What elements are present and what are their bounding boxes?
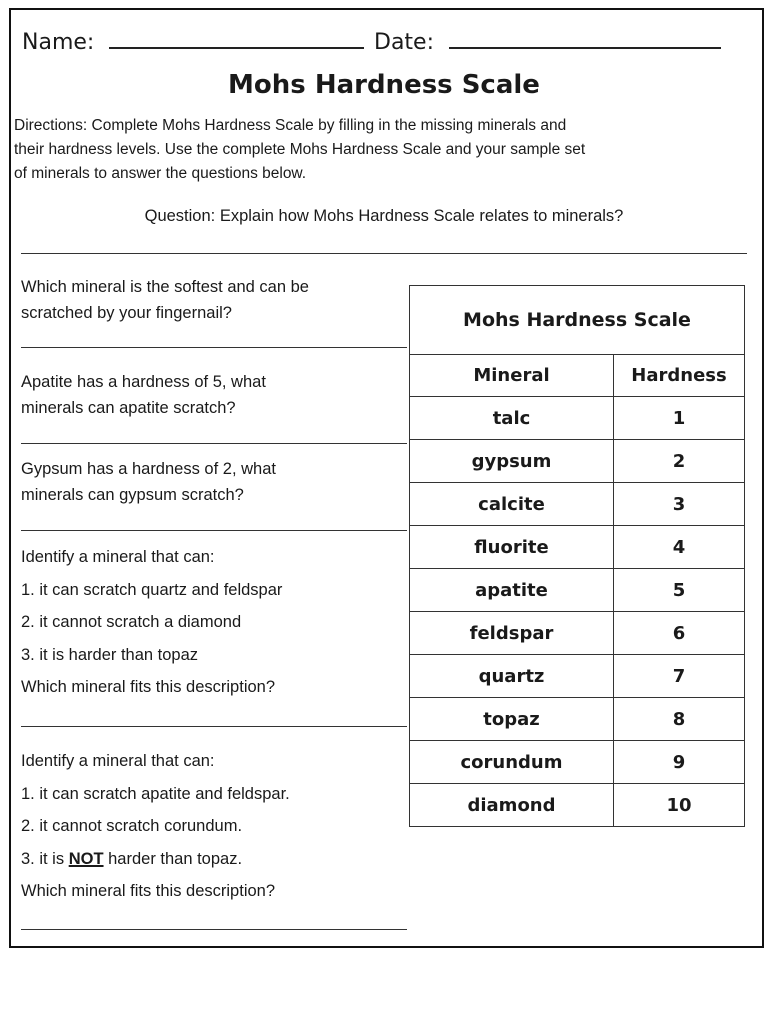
question-text: Apatite has a hardness of 5, what xyxy=(21,373,266,391)
question-text: 2. it cannot scratch corundum. xyxy=(21,817,243,835)
answer-line-2[interactable] xyxy=(21,443,407,444)
directions-line: of minerals to answer the questions below. xyxy=(14,165,307,182)
mineral-cell: talc xyxy=(410,397,614,440)
hardness-cell: 6 xyxy=(614,612,745,655)
name-field[interactable] xyxy=(109,47,364,49)
table-title-row xyxy=(410,286,745,355)
table-row xyxy=(410,612,745,655)
directions-line: their hardness levels. Use the complete Mohs Hardness Scale and your sample set xyxy=(14,141,586,158)
column-header-mineral: Mineral xyxy=(410,355,614,397)
hardness-cell: 10 xyxy=(614,784,745,827)
mineral-cell: topaz xyxy=(410,698,614,741)
mineral-cell: calcite xyxy=(410,483,614,526)
question-text: Identify a mineral that can: xyxy=(21,548,215,566)
question-text: Gypsum has a hardness of 2, what xyxy=(21,460,276,478)
table-header-row xyxy=(410,355,745,397)
answer-line-4[interactable] xyxy=(21,726,407,727)
table-row xyxy=(410,698,745,741)
hardness-cell: 3 xyxy=(614,483,745,526)
question-text: minerals can apatite scratch? xyxy=(21,399,236,417)
hardness-cell: 9 xyxy=(614,741,745,784)
question-text-part: 3. it is xyxy=(21,849,69,868)
emphasis-not: NOT xyxy=(68,849,104,868)
answer-line-1[interactable] xyxy=(21,347,407,348)
mineral-cell: corundum xyxy=(410,741,614,784)
main-question: Question: Explain how Mohs Hardness Scale relates to minerals? xyxy=(144,207,624,225)
mineral-cell: feldspar xyxy=(410,612,614,655)
hardness-cell: 4 xyxy=(614,526,745,569)
question-text: minerals can gypsum scratch? xyxy=(21,486,244,504)
table-row xyxy=(410,440,745,483)
question-text-part: harder than topaz. xyxy=(103,849,243,868)
mineral-cell: apatite xyxy=(410,569,614,612)
hardness-cell: 1 xyxy=(614,397,745,440)
question-apatite xyxy=(21,369,266,421)
page-title: Mohs Hardness Scale xyxy=(228,70,540,100)
answer-line-5[interactable] xyxy=(21,929,407,930)
name-label: Name: xyxy=(22,30,95,55)
question-text: 3. it is harder than topaz xyxy=(21,645,199,664)
question-identify-1 xyxy=(21,541,282,704)
table-row xyxy=(410,569,745,612)
question-softest xyxy=(21,274,309,326)
date-line xyxy=(374,30,721,55)
table-row xyxy=(410,741,745,784)
question-text: Which mineral is the softest and can be xyxy=(21,278,309,296)
table-row xyxy=(410,655,745,698)
mineral-cell: diamond xyxy=(410,784,614,827)
mineral-cell: fluorite xyxy=(410,526,614,569)
main-answer-line[interactable] xyxy=(21,253,747,254)
question-text: Which mineral fits this description? xyxy=(21,678,276,696)
hardness-cell: 8 xyxy=(614,698,745,741)
table-title: Mohs Hardness Scale xyxy=(410,286,745,355)
answer-line-3[interactable] xyxy=(21,530,407,531)
question-text xyxy=(21,843,290,876)
hardness-cell: 7 xyxy=(614,655,745,698)
hardness-cell: 5 xyxy=(614,569,745,612)
mineral-cell: quartz xyxy=(410,655,614,698)
table-row xyxy=(410,784,745,827)
table-row xyxy=(410,483,745,526)
question-text: 2. it cannot scratch a diamond xyxy=(21,613,242,631)
name-line xyxy=(22,30,364,55)
question-text: Which mineral fits this description? xyxy=(21,882,276,900)
directions-line: Directions: Complete Mohs Hardness Scale by filling in the missing minerals and xyxy=(14,117,567,134)
date-label: Date: xyxy=(374,30,434,55)
question-gypsum xyxy=(21,456,276,508)
date-field[interactable] xyxy=(449,47,721,49)
hardness-table xyxy=(409,285,745,827)
directions xyxy=(14,114,585,186)
table-row xyxy=(410,526,745,569)
question-text: 1. it can scratch apatite and feldspar. xyxy=(21,784,290,803)
question-text: 1. it can scratch quartz and feldspar xyxy=(21,580,283,599)
question-text: Identify a mineral that can: xyxy=(21,752,215,770)
hardness-cell: 2 xyxy=(614,440,745,483)
mineral-cell: gypsum xyxy=(410,440,614,483)
question-text: scratched by your fingernail? xyxy=(21,304,232,322)
question-identify-2 xyxy=(21,745,290,908)
column-header-hardness: Hardness xyxy=(614,355,745,397)
table-row xyxy=(410,397,745,440)
